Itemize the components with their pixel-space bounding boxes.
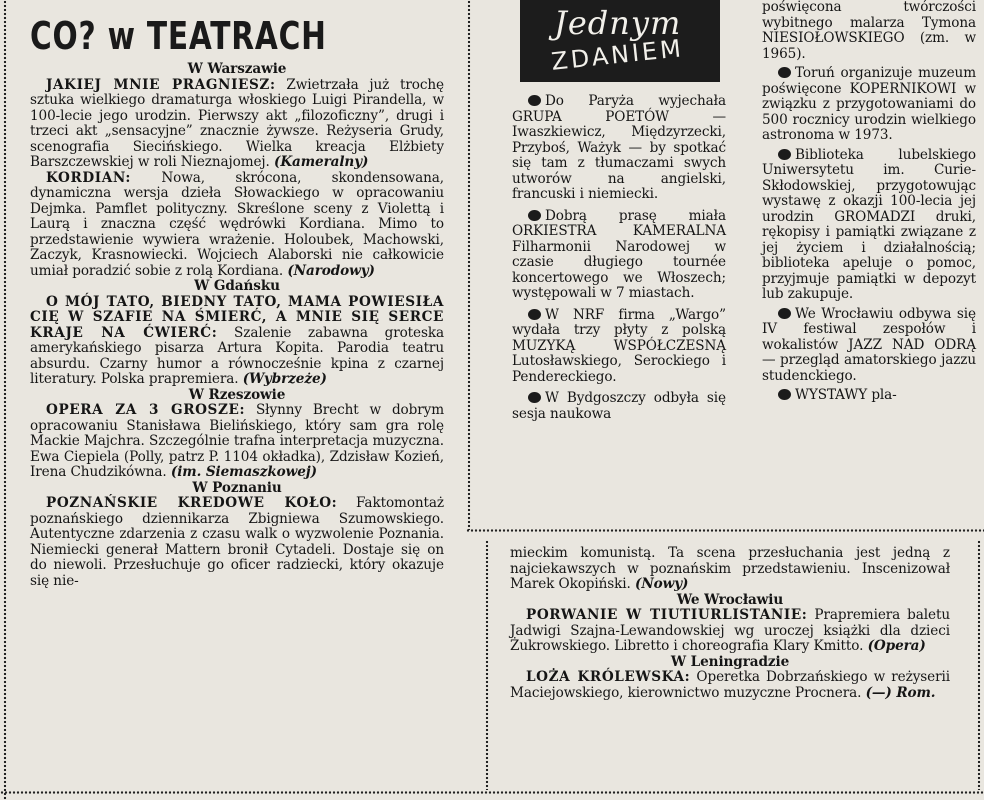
city-heading-gdansk: W Gdańsku: [194, 278, 280, 294]
news-text: W NRF firma „Wargo” wydała trzy płyty z polską MUZYKĄ WSPÓŁCZESNĄ Lutosławskiego, Serockiego i Pendereckiego.: [512, 306, 726, 385]
bottom-border: [0, 790, 984, 795]
review-porwanie: [510, 608, 950, 655]
right-border: [976, 540, 982, 790]
bullet-icon: [778, 149, 791, 160]
logo-script-text: Jednym: [554, 4, 682, 42]
news-item: [512, 209, 726, 302]
left-border: [2, 0, 8, 800]
inset-left-border: [484, 540, 490, 790]
bullet-icon: [528, 392, 541, 403]
review-jakiej-mnie: [30, 78, 444, 171]
review-loza-krolewska: [510, 670, 950, 701]
news-item: [762, 66, 976, 144]
play-title: KORDIAN:: [46, 169, 132, 186]
review-text: Zwietrzała już trochę sztuka wielkiego dramaturga włoskiego Luigi Pirandella, w 100-lecie jego urodzin. Pierwszy akt „filozoficzny”, drugi i trzeci akt „sensacyjne” znacznie żywsze. Reżyseria Grudy, scenografia Siecińskiego. Wielka kreacja Elżbiety Barszczewskiej w roli Nieznajomej.: [30, 76, 444, 170]
venue: (Kameralny): [274, 154, 369, 170]
venue: (Narodowy): [287, 262, 375, 279]
play-title: LOŻA KRÓLEWSKA:: [526, 669, 691, 685]
play-title: POZNAŃSKIE KREDOWE KOŁO:: [46, 495, 338, 511]
news-column-right: [762, 0, 976, 404]
city-heading-warsaw: W Warszawie: [187, 61, 287, 77]
bullet-icon: [528, 95, 541, 106]
news-column-middle: [512, 94, 726, 422]
review-poznan-continued: [510, 546, 950, 593]
theatres-continuation: [510, 546, 950, 701]
review-text: mieckim komunistą. Ta scena przesłuchania jest jedną z najciekawszych w poznańskim przedstawieniu. Inscenizował Marek Okopiński.: [510, 545, 950, 592]
play-title: JAKIEJ MNIE PRAGNIESZ:: [46, 76, 276, 93]
news-text: WYSTAWY pla-: [795, 387, 897, 403]
bullet-icon: [778, 389, 791, 400]
column-divider: [466, 0, 472, 530]
news-item: [762, 148, 976, 303]
news-item: [512, 308, 726, 386]
review-text: Nowa, skrócona, skondensowana, dynamiczna wersja dzieła Słowackiego w opracowaniu Dejmka. Pamflet polityczny. Skreślone sceny z Violettą i Laurą i znaczna część wędrówki Kordiana. Mimo to przedstawienie wywiera wrażenie. Holoubek, Machowski, Zaczyk, Krasnowiecki. Wojciech Alaborski nie całkowicie umiał poradzić sobie z rolą Kordiana.: [30, 169, 444, 279]
review-text: Słynny Brecht w dobrym opracowaniu Stanisława Bielińskiego, który sam gra rolę Mackie Majchra. Szczególnie trafna interpretacja muzyczna. Ewa Ciepiela (Polly, patrz P. 1104 okładka), Zdzisław Kozień, Irena Chudzikówna.: [30, 402, 444, 480]
inset-top-border: [466, 528, 984, 533]
venue: (Nowy): [635, 576, 689, 592]
review-poznanskie-kredowe-kolo: [30, 496, 444, 589]
news-text: Biblioteka lubelskiego Uniwersytetu im. Curie-Skłodowskiej, przygotowując wystawę z okazji 100-lecia jej urodzin GROMADZI druki, rękopisy i pamiątki związane z jej życiem i działalnością; biblioteka apeluje o pomoc, przyjmuje pamiątki w depozyt lub zakupuje.: [762, 146, 976, 302]
news-item: [512, 94, 726, 203]
review-text: Operetka Dobrzańskiego w reżyserii Maciejowskiego, kierownictwo muzyczne Procnera.: [510, 669, 950, 701]
venue: (im. Siemaszkowej): [170, 464, 317, 480]
venue: (Wybrzeże): [242, 371, 327, 387]
author-signature: (—) Rom.: [865, 684, 936, 701]
play-title: O MÓJ TATO, BIEDNY TATO, MAMA POWIESIŁA CIĘ W SZAFIE NA ŚMIERĆ, A MNIE SIĘ SERCE KRAJE NA ĆWIERĆ:: [30, 293, 444, 341]
news-item-continued: poświęcona twórczości wybitnego malarza Tymona NIESIOŁOWSKIEGO (zm. w 1965).: [762, 0, 976, 62]
news-text: Do Paryża wyjechała GRUPA POETÓW — Iwaszkiewicz, Międzyrzecki, Przyboś, Ważyk — by spotkać się tam z tłumaczami swych utworów na angielski, francuski i niemiecki.: [512, 93, 726, 202]
play-title: PORWANIE W TIUTIURLISTANIE:: [526, 607, 808, 623]
city-heading-wroclaw: We Wrocławiu: [676, 591, 784, 608]
section-masthead: CO? w TEATRACH: [30, 14, 327, 58]
news-text: W Bydgoszczy odbyła się sesja naukowa: [512, 390, 726, 422]
bullet-icon: [778, 308, 791, 319]
news-text: We Wrocławiu odbywa się IV festiwal zespołów i wokalistów JAZZ NAD ODRĄ — przegląd amatorskiego jazzu studenckiego.: [762, 305, 976, 384]
review-text: Szalenie zabawna groteska amerykańskiego pisarza Artura Kopita. Parodia teatru absurdu. Czarny humor a równocześnie kpina z czarnej literatury. Polska prapremiera.: [30, 324, 444, 387]
bullet-icon: [528, 210, 541, 221]
news-item: [762, 307, 976, 385]
news-item: [762, 388, 976, 404]
logo-caps-text: ZDANIEM: [550, 34, 686, 76]
city-heading-rzeszow: W Rzeszowie: [188, 386, 286, 403]
play-title: OPERA ZA 3 GROSZE:: [46, 402, 246, 418]
news-text: Dobrą prasę miała ORKIESTRA KAMERALNA Filharmonii Narodowej w czasie długiego tournée koncertowego we Włoszech; występowali w 7 miastach.: [512, 207, 726, 301]
city-heading-poznan: W Poznaniu: [192, 479, 282, 496]
news-text: Toruń organizuje muzeum poświęcone KOPERNIKOWI w związku z przygotowaniami do 500 rocznicy urodzin wielkiego astronoma w 1973.: [762, 65, 976, 143]
venue: (Opera): [867, 638, 926, 654]
review-kordian: [30, 171, 444, 280]
review-opera-za-3-grosze: [30, 403, 444, 481]
news-item: [512, 391, 726, 422]
review-o-moj-tato: [30, 295, 444, 388]
review-text: Prapremiera baletu Jadwigi Szajna-Lewandowskiej wg uroczej książki dla dzieci Żukrowskiego. Libretto i choreografia Klary Kmitto.: [510, 607, 950, 654]
bullet-icon: [778, 67, 791, 78]
jednym-zdaniem-logo: [520, 0, 720, 82]
bullet-icon: [528, 309, 541, 320]
theatres-column: [30, 62, 444, 589]
review-text: Faktomontaż poznańskiego dziennikarza Zbigniewa Szumowskiego. Autentyczne zdarzenia z czasu walk o wyzwolenie Poznania. Niemiecki generał Mattern bronił Cytadeli. Dostaje się on do niewoli. Przesłuchuje go oficer radziecki, który okazuje się nie-: [30, 495, 444, 589]
city-heading-leningrad: W Leningradzie: [670, 653, 790, 670]
